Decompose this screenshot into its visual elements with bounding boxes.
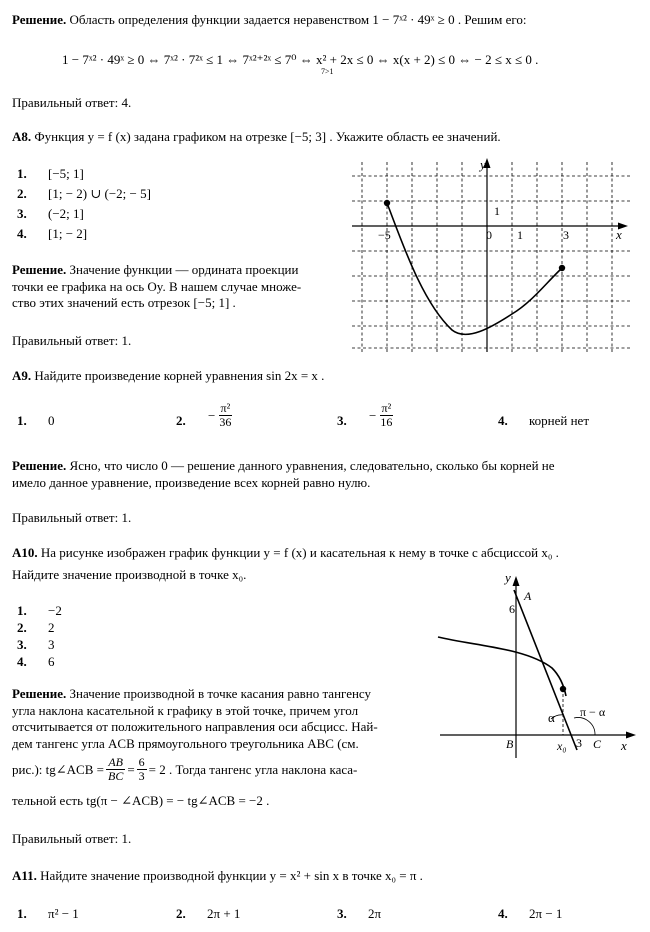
a11-option-2: 2. 2π + 1 bbox=[176, 906, 241, 921]
a11-option-3: 3. 2π bbox=[337, 906, 382, 921]
tangent-line bbox=[514, 590, 577, 750]
tick-0: 0 bbox=[486, 228, 492, 242]
a10-solution-formula: рис.): tg∠ACB = $\frac{AB}{BC}$ = $\frac{6}{3}$ = 2 . Тогда тангенс угла наклона каса- bbox=[12, 755, 358, 783]
point-b-label: B bbox=[506, 737, 514, 751]
endpoint-right bbox=[559, 265, 565, 271]
a10-option-2: 2. 2 bbox=[17, 620, 55, 635]
formula-note: 7>1 bbox=[321, 67, 334, 76]
a11-option-4: 4. 2π − 1 bbox=[498, 906, 563, 921]
question-a8 bbox=[12, 129, 501, 144]
axis-x-label: x bbox=[616, 227, 622, 242]
solution-label: Решение. bbox=[12, 686, 67, 701]
a10-option-1: 1. −2 bbox=[17, 603, 62, 618]
point-a-label: A bbox=[524, 589, 532, 603]
question-label: А10. bbox=[12, 545, 38, 560]
a8-function-graph bbox=[352, 152, 630, 352]
x0-label: x₀ bbox=[557, 739, 567, 753]
y-label: y bbox=[505, 570, 511, 585]
question-a11 bbox=[12, 868, 423, 883]
question-label: А8. bbox=[12, 129, 32, 144]
question-label: А9. bbox=[12, 368, 32, 383]
question-text: На рисунке изображен график функции y = f (x) и касательная к нему в точке с абсциссой x₀ . bbox=[40, 545, 559, 560]
alpha-label: α bbox=[548, 710, 555, 725]
a9-option-2-value: − $\frac{\text{π²}}{36}$ bbox=[208, 401, 232, 429]
a9-option-1: 1. 0 bbox=[17, 413, 55, 428]
point-c-label: C bbox=[593, 737, 602, 751]
a10-solution-last: тельной есть tg(π − ∠ACB) = − tg∠ACB = −2 . bbox=[12, 793, 270, 808]
answer-a10: Правильный ответ: 1. bbox=[12, 831, 132, 846]
tick-1: 1 bbox=[517, 228, 523, 242]
endpoint-left bbox=[384, 200, 390, 206]
a11-option-1: 1. π² − 1 bbox=[17, 906, 79, 921]
question-a9 bbox=[12, 368, 324, 383]
question-a10-line2: Найдите значение производной в точке x₀. bbox=[12, 567, 247, 582]
a10-option-3: 3. 3 bbox=[17, 637, 55, 652]
a9-option-3-value: − $\frac{\text{π²}}{16}$ bbox=[369, 401, 393, 429]
a10-solution: Решение. Значение производной в точке касания равно тангенсу угла наклона касательной к графику в этой точке, причем угол отсчитывается от положительного направления оси абсцисс. Най- дем тангенс угла ACB прямоугольного треугольника ABC (см. bbox=[12, 686, 378, 751]
solution-text: Область определения функции задается неравенством 1 − 7ˣ² · 49ˣ ≥ 0 . Решим его: bbox=[69, 12, 527, 27]
a9-option-3: 3. bbox=[337, 413, 347, 428]
question-text: Найдите значение производной функции y = x² + sin x в точке x₀ = π . bbox=[40, 868, 423, 883]
a8-option-2: 2. [1; − 2) ∪ (−2; − 5] bbox=[17, 186, 151, 201]
solution-label: Решение. bbox=[12, 262, 67, 277]
a8-option-1: 1. [−5; 1] bbox=[17, 166, 84, 181]
x-label: x bbox=[621, 738, 627, 753]
tick-minus-5: −5 bbox=[378, 228, 391, 242]
question-label: А11. bbox=[12, 868, 37, 883]
a10-tangent-graph bbox=[436, 568, 640, 760]
pi-alpha-label: π − α bbox=[580, 705, 606, 719]
answer-1: Правильный ответ: 4. bbox=[12, 95, 132, 110]
question-text: Функция y = f (x) задана графиком на отрезке [−5; 3] . Укажите область ее значений. bbox=[34, 129, 501, 144]
a10-option-4: 4. 6 bbox=[17, 654, 55, 669]
question-text: Найдите произведение корней уравнения sin 2x = x . bbox=[34, 368, 325, 383]
tick-3: 3 bbox=[576, 736, 582, 750]
a9-option-2: 2. bbox=[176, 413, 186, 428]
solution-label: Решение. bbox=[12, 12, 67, 27]
tick-3: 3 bbox=[563, 228, 569, 242]
answer-a8: Правильный ответ: 1. bbox=[12, 333, 132, 348]
solution-1-formula: 1 − 7ˣ² · 49ˣ ≥ 0 ⇔ 7ˣ² · 7²ˣ ≤ 1 ⇔ 7ˣ²⁺²ˣ ≤ 7⁰ ⇔ x² + 2x ≤ 0 ⇔ x(x + 2) ≤ 0 ⇔ − 2 ≤ x ≤ 0 . bbox=[62, 52, 539, 67]
tick-6: 6 bbox=[509, 602, 515, 616]
answer-a9: Правильный ответ: 1. bbox=[12, 510, 132, 525]
a8-solution: Решение. Значение функции — ордината проекции точки ее графика на ось Oy. В нашем случае множе- ство этих значений есть отрезок [−5; 1] . bbox=[12, 262, 302, 310]
solution-label: Решение. bbox=[12, 458, 67, 473]
a9-option-4: 4. корней нет bbox=[498, 413, 589, 428]
function-curve bbox=[438, 637, 566, 696]
a8-option-3: 3. (−2; 1] bbox=[17, 206, 84, 221]
question-a10 bbox=[12, 545, 559, 560]
solution-1-line bbox=[12, 12, 526, 27]
function-curve bbox=[387, 203, 562, 334]
tick-y-1: 1 bbox=[494, 204, 500, 218]
axis-y-label: y bbox=[480, 157, 486, 172]
a9-solution: Решение. Ясно, что число 0 — решение данного уравнения, следовательно, сколько бы корней не имело данное уравнение, произведение всех корней равно нулю. bbox=[12, 458, 555, 490]
a8-option-4: 4. [1; − 2] bbox=[17, 226, 88, 241]
